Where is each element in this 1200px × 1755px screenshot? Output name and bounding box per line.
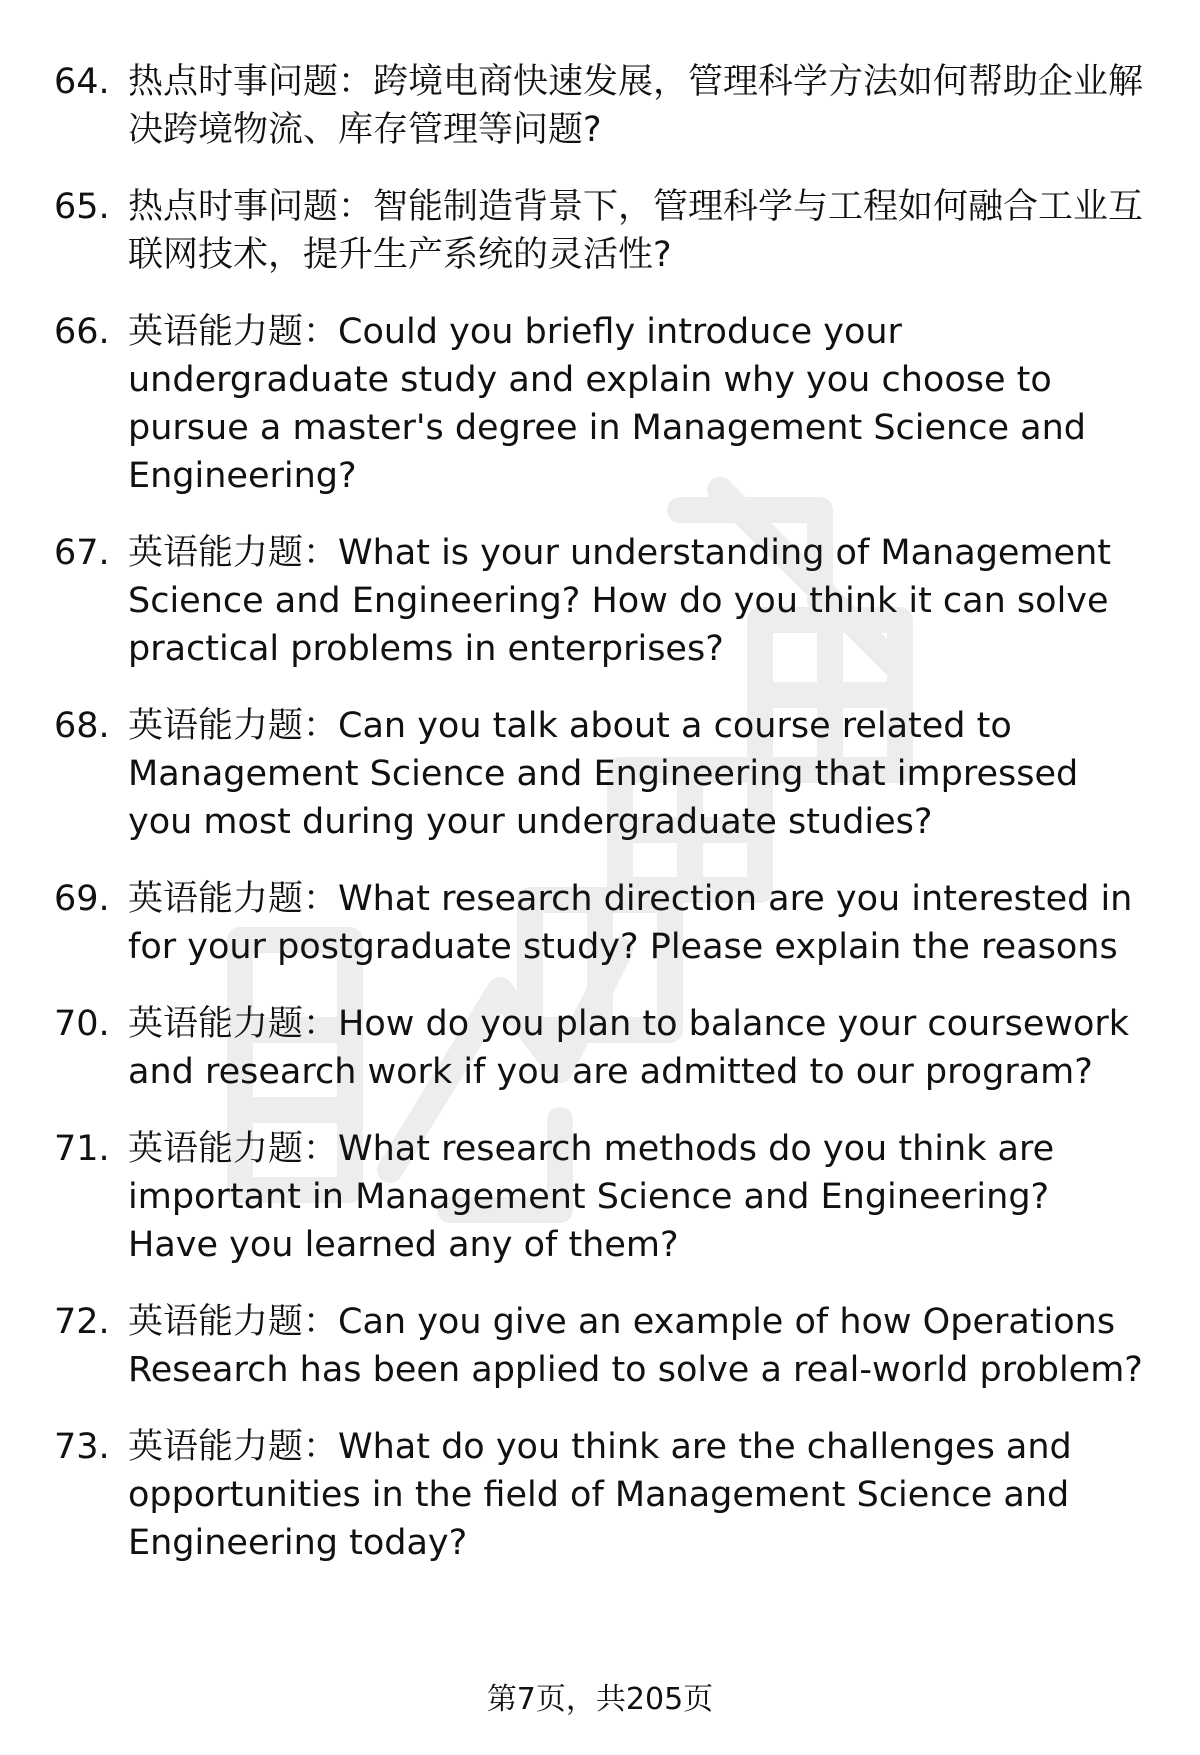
question-item-72 [0,1298,1200,1394]
page-footer: 第7页，共205页 [486,1682,714,1717]
question-text: 英语能力题：What do you think are the challenges and opportunities in the field of Management Science and Engineering today? [128,1427,1072,1563]
question-item-71 [0,1125,1200,1269]
question-text: 英语能力题：Could you briefly introduce your undergraduate study and explain why you choose to pursue a master's degree in Management Science and Engineering? [128,312,1086,496]
question-number: 66. [54,312,110,352]
question-text: 英语能力题：What research direction are you interested in for your postgraduate study? Please explain the reasons [128,879,1133,967]
question-number: 72. [54,1302,110,1342]
question-text: 英语能力题：How do you plan to balance your coursework and research work if you are admitted to our program? [128,1004,1130,1092]
question-item-68 [0,702,1200,846]
question-text: 英语能力题：What research methods do you think are important in Management Science and Engineering? Have you learned any of them? [128,1129,1055,1265]
question-item-66 [0,308,1200,500]
question-item-67 [0,529,1200,673]
question-list [0,58,1200,1596]
question-text: 英语能力题：What is your understanding of Management Science and Engineering? How do you think it can solve practical problems in enterprises? [128,533,1111,669]
question-number: 65. [54,187,110,227]
question-number: 70. [54,1004,110,1044]
question-number: 67. [54,533,110,573]
question-number: 71. [54,1129,110,1169]
question-item-69 [0,875,1200,971]
question-item-64 [0,58,1200,154]
question-number: 69. [54,879,110,919]
question-item-73 [0,1423,1200,1567]
question-number: 64. [54,62,110,102]
question-item-65 [0,183,1200,279]
question-text: 热点时事问题：跨境电商快速发展，管理科学方法如何帮助企业解决跨境物流、库存管理等问题? [128,62,1144,150]
question-item-70 [0,1000,1200,1096]
question-text: 英语能力题：Can you talk about a course related to Management Science and Engineering that impressed you most during your undergraduate studies? [128,706,1079,842]
question-text: 热点时事问题：智能制造背景下，管理科学与工程如何融合工业互联网技术，提升生产系统的灵活性? [128,187,1144,275]
question-text: 英语能力题：Can you give an example of how Operations Research has been applied to solve a real-world problem? [128,1302,1143,1390]
question-number: 68. [54,706,110,746]
question-number: 73. [54,1427,110,1467]
